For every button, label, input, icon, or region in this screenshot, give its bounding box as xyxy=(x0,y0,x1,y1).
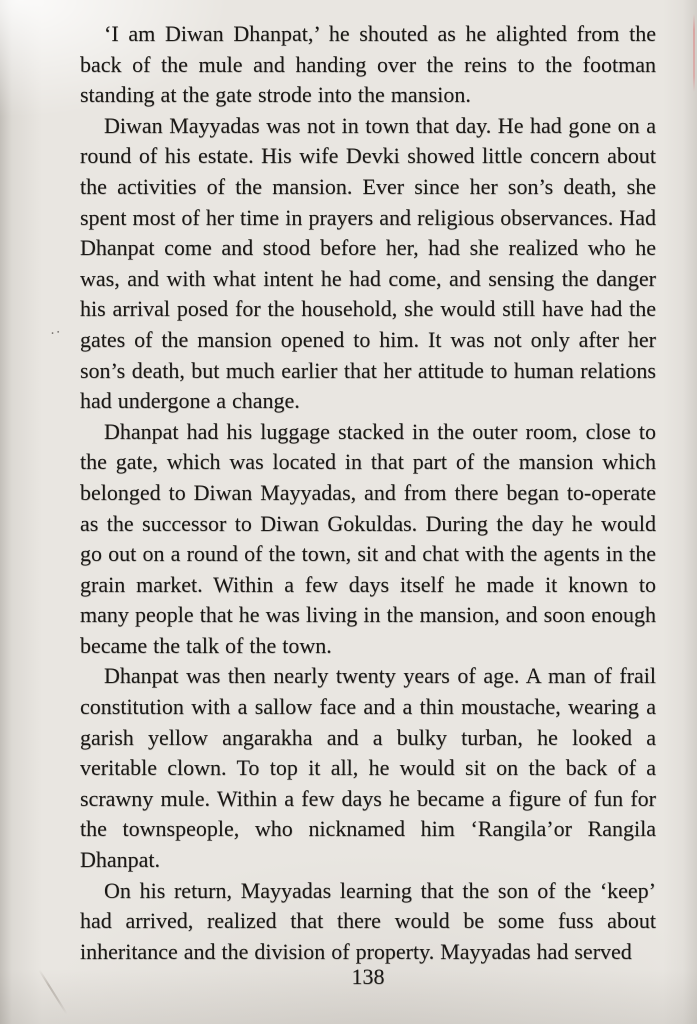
page-number: 138 xyxy=(351,964,385,989)
paragraph-3: Dhanpat had his luggage stacked in the outer room, close to the gate, which was located in that part of the mansion which belonged to Diwan Mayyadas, and from there began to-operate as the successor to Diwan Gokuldas. During the day he would go out on a round of the town, sit and chat with the agents in the grain market. Within a few days itself he made it known to many people that he was living in the mansion, and soon enough became the talk of the town. xyxy=(80,418,656,658)
paragraph-4: Dhanpat was then nearly twenty years of age. A man of frail constitution with a sallow face and a thin moustache, wearing a garish yellow angarakha and a bulky turban, he looked a veritable clown. To top it all, he would sit on the back of a scrawny mule. Within a few days he became a figure of fun for the townspeople, who nicknamed him ‘Rangila’or Rangila Dhanpat. xyxy=(80,663,656,873)
page-text xyxy=(80,19,656,967)
paragraph-1: ‘I am Diwan Dhanpat,’ he shouted as he alighted from the back of the mule and handing over the reins to the footman standing at the gate strode into the mansion. xyxy=(80,21,656,108)
scratch-artifact xyxy=(38,969,67,1014)
scan-edge-line-artifact xyxy=(693,14,695,92)
margin-dots-artifact: .. xyxy=(48,319,63,339)
paragraph-2: Diwan Mayyadas was not in town that day. He had gone on a round of his estate. His wife Devki showed little concern about the activities of the mansion. Ever since her son’s death, she spent most of her time in prayers and religious observances. Had Dhanpat come and stood before her, had she realized who he was, and with what intent he had come, and sensing the danger his arrival posed for the household, she would still have had the gates of the mansion opened to him. It was not only after her son’s death, but much earlier that her attitude to human relations had undergone a change. xyxy=(80,112,656,414)
paragraph-5: On his return, Mayyadas learning that the son of the ‘keep’ had arrived, realized that there would be some fuss about inheritance and the division of property. Mayyadas had served xyxy=(80,877,656,964)
